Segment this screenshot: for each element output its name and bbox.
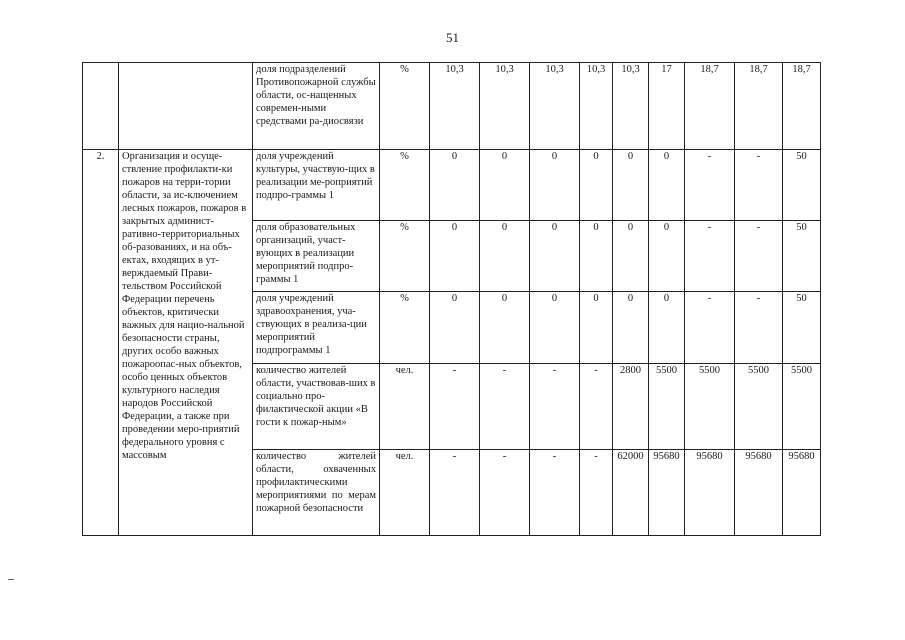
value-cell: - <box>735 292 783 364</box>
unit-cell: чел. <box>380 450 430 536</box>
value-cell: 2800 <box>613 364 649 450</box>
value-cell: - <box>430 364 480 450</box>
value-cell: - <box>480 450 530 536</box>
value-cell: 62000 <box>613 450 649 536</box>
value-cell: 95680 <box>685 450 735 536</box>
value-cell: 10,3 <box>480 63 530 150</box>
value-cell: 5500 <box>685 364 735 450</box>
unit-cell: % <box>380 150 430 221</box>
value-cell: - <box>430 450 480 536</box>
value-cell: 10,3 <box>613 63 649 150</box>
table-row <box>83 63 821 150</box>
value-cell: - <box>530 364 580 450</box>
value-cell: 0 <box>530 292 580 364</box>
indicator-cell: доля образовательных организаций, участ-вующих в реализации мероприятий подпро-граммы 1 <box>253 221 380 292</box>
value-cell: 0 <box>480 150 530 221</box>
value-cell: 10,3 <box>580 63 613 150</box>
value-cell: 0 <box>480 221 530 292</box>
task-cell: Организация и осуще-ствление профилакти-ки пожаров на терри-тории области, за ис-ключением лесных пожаров, пожаров в закрытых админист-ративно-территориальных об-разованиях, и на объ-ектах, входящих в ут-верждаемый Прави-тельством Российской Федерации перечень объектов, критически важных для нацио-нальной безопасности страны, других особо важных пожароопас-ных объектов, особо ценных объектов культурного наследия народов Российской Федерации, а также при проведении меро-приятий федерального уровня с массовым <box>119 150 253 536</box>
table-row <box>83 150 821 221</box>
indicator-cell: доля подразделений Противопожарной службы области, ос-нащенных современ-ными средствами ра-диосвязи <box>253 63 380 150</box>
value-cell: 18,7 <box>685 63 735 150</box>
row-number-cell <box>83 63 119 150</box>
value-cell: 0 <box>430 150 480 221</box>
value-cell: 10,3 <box>530 63 580 150</box>
value-cell: - <box>735 221 783 292</box>
task-cell <box>119 63 253 150</box>
value-cell: - <box>685 221 735 292</box>
value-cell: - <box>580 450 613 536</box>
unit-cell: % <box>380 292 430 364</box>
value-cell: 0 <box>613 221 649 292</box>
value-cell: 18,7 <box>783 63 821 150</box>
value-cell: 0 <box>613 292 649 364</box>
value-cell: 95680 <box>649 450 685 536</box>
value-cell: - <box>685 150 735 221</box>
value-cell: 50 <box>783 150 821 221</box>
unit-cell: % <box>380 63 430 150</box>
value-cell: 0 <box>530 150 580 221</box>
value-cell: 5500 <box>649 364 685 450</box>
value-cell: 0 <box>649 221 685 292</box>
page-number: 51 <box>446 30 459 45</box>
value-cell: 0 <box>649 150 685 221</box>
value-cell: 5500 <box>783 364 821 450</box>
value-cell: 0 <box>613 150 649 221</box>
value-cell: 50 <box>783 292 821 364</box>
indicator-cell: доля учреждений здравоохранения, уча-ствующих в реализа-ции мероприятий подпрограммы 1 <box>253 292 380 364</box>
value-cell: 10,3 <box>430 63 480 150</box>
value-cell: 5500 <box>735 364 783 450</box>
value-cell: - <box>735 150 783 221</box>
row-number-cell: 2. <box>83 150 119 536</box>
value-cell: 18,7 <box>735 63 783 150</box>
value-cell: 17 <box>649 63 685 150</box>
value-cell: 95680 <box>783 450 821 536</box>
indicator-cell: количество жителей области, охваченных профилактическими мероприятиями по мерам пожарной безопасности <box>253 450 380 536</box>
indicators-table <box>82 62 821 536</box>
indicator-cell: доля учреждений культуры, участвую-щих в реализации ме-роприятий подпро-граммы 1 <box>253 150 380 221</box>
value-cell: 95680 <box>735 450 783 536</box>
value-cell: - <box>530 450 580 536</box>
value-cell: 0 <box>480 292 530 364</box>
value-cell: 0 <box>580 150 613 221</box>
indicator-cell: количество жителей области, участвовав-ших в социально про-филактической акции «В гости к пожар-ным» <box>253 364 380 450</box>
unit-cell: % <box>380 221 430 292</box>
value-cell: 0 <box>649 292 685 364</box>
value-cell: - <box>685 292 735 364</box>
value-cell: 0 <box>430 221 480 292</box>
value-cell: 50 <box>783 221 821 292</box>
value-cell: - <box>480 364 530 450</box>
value-cell: 0 <box>430 292 480 364</box>
value-cell: 0 <box>580 292 613 364</box>
value-cell: 0 <box>580 221 613 292</box>
value-cell: 0 <box>530 221 580 292</box>
margin-mark <box>8 579 14 580</box>
value-cell: - <box>580 364 613 450</box>
unit-cell: чел. <box>380 364 430 450</box>
